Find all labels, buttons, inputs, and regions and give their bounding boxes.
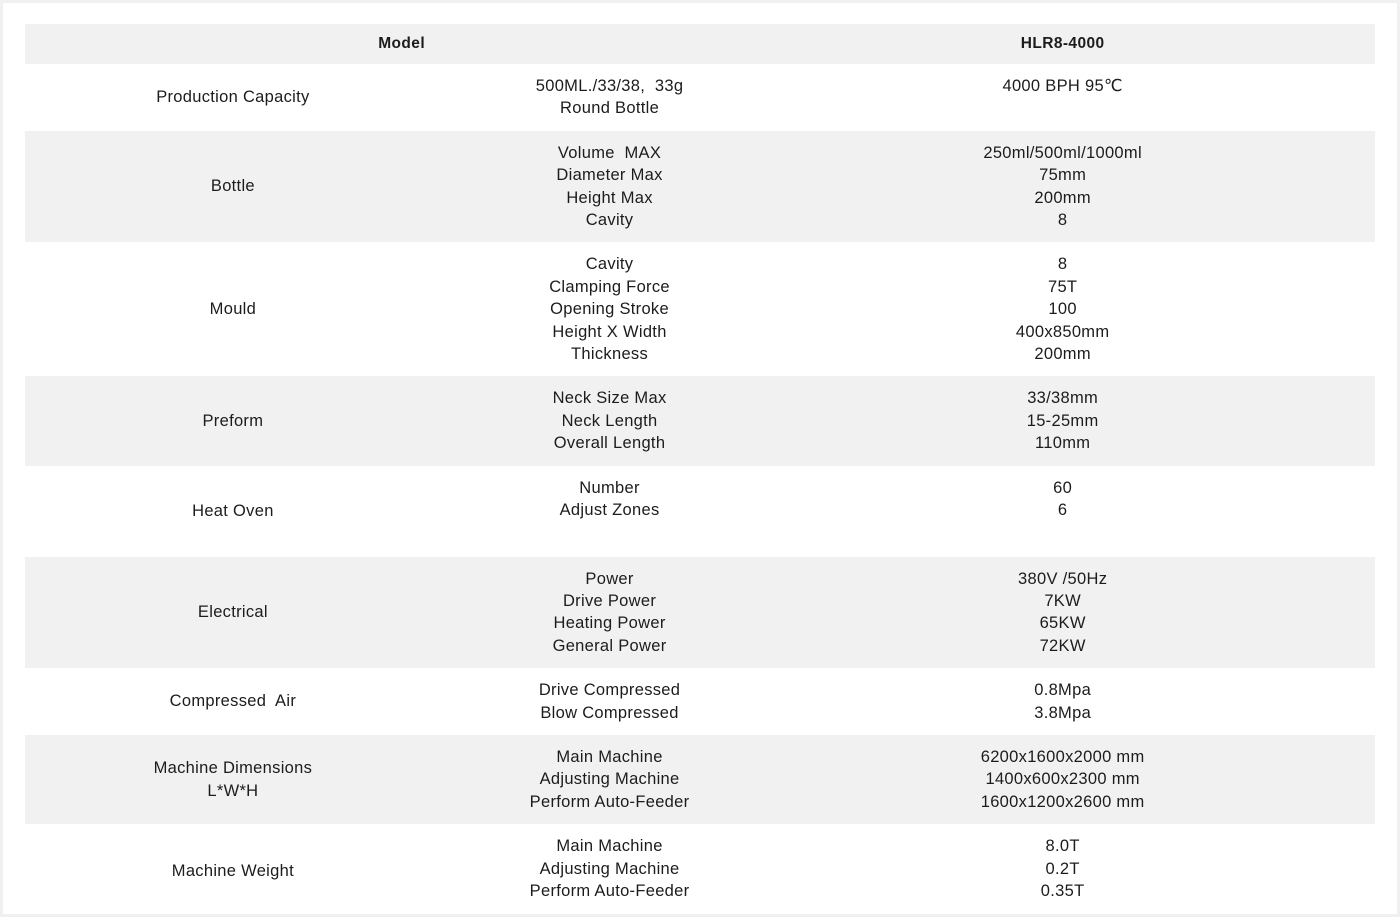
spec-value: 0.8Mpa <box>1034 681 1092 700</box>
parameter-cell <box>25 376 441 465</box>
parameter-label: Compressed Air <box>169 692 297 711</box>
spec-item-label: General Power <box>552 636 667 655</box>
table-row <box>25 376 1375 465</box>
spec-value: 33/38mm <box>1027 389 1099 408</box>
machine-spec-table <box>25 24 1375 917</box>
spec-items-cell <box>441 242 779 376</box>
spec-value: 7KW <box>1044 591 1081 610</box>
spec-value: 75mm <box>1039 166 1087 185</box>
spec-item-label: Neck Size Max <box>552 389 667 408</box>
spec-values-cell <box>778 131 1375 243</box>
spec-value: 100 <box>1048 300 1077 319</box>
spec-item-label: Neck Length <box>561 411 658 430</box>
spec-item-label: Height X Width <box>552 322 667 341</box>
spec-item-label: Blow Compressed <box>540 703 679 722</box>
spec-item-label: Main Machine <box>556 747 663 766</box>
spec-values-cell <box>778 735 1375 824</box>
table-row <box>25 131 1375 243</box>
spec-item-label: Height Max <box>566 188 653 207</box>
model-number-value: HLR8-4000 <box>1020 35 1105 52</box>
table-row <box>25 735 1375 824</box>
table-row <box>25 668 1375 735</box>
parameter-cell <box>25 131 441 243</box>
spec-item-label: Number <box>579 478 640 497</box>
spec-item-label: Adjust Zones <box>559 501 660 520</box>
spec-item-label: Diameter Max <box>556 166 663 185</box>
spec-value: 72KW <box>1039 636 1086 655</box>
spec-item-label: Cavity <box>585 211 634 230</box>
spec-value: 0.35T <box>1040 881 1085 900</box>
spec-values-cell <box>778 64 1375 131</box>
spec-value: 200mm <box>1034 345 1091 364</box>
spec-value: 1400x600x2300 mm <box>985 770 1140 789</box>
table-body <box>25 64 1375 917</box>
parameter-cell <box>25 668 441 735</box>
spec-value: 8.0T <box>1045 837 1080 856</box>
spec-value: 0.2T <box>1045 859 1080 878</box>
spec-value: 15-25mm <box>1026 411 1099 430</box>
spec-value: 6 <box>1057 501 1068 520</box>
spec-value: 8 <box>1057 211 1068 230</box>
spec-value: 4000 BPH 95℃ <box>1002 77 1123 95</box>
table-row <box>25 64 1375 131</box>
table-header-row <box>25 24 1375 64</box>
spec-value: 60 <box>1053 478 1073 497</box>
spec-value: 200mm <box>1034 188 1091 207</box>
spec-value: 3.8Mpa <box>1034 703 1092 722</box>
spec-value: 6200x1600x2000 mm <box>980 747 1145 766</box>
spec-value: 75T <box>1047 277 1078 296</box>
spec-item-label: Clamping Force <box>549 277 670 296</box>
parameter-label: Machine Weight <box>171 862 294 881</box>
spec-value: 1600x1200x2600 mm <box>980 792 1145 811</box>
spec-items-cell <box>441 824 779 917</box>
spec-values-cell <box>778 824 1375 917</box>
spec-items-cell <box>441 64 779 131</box>
spec-item-label: Adjusting Machine <box>539 859 680 878</box>
parameter-label: Bottle <box>210 177 255 196</box>
spec-item-label: 500ML./33/38, 33g <box>535 77 684 95</box>
spec-value: 250ml/500ml/1000ml <box>983 143 1142 162</box>
spec-item-label: Power <box>585 569 634 588</box>
spec-items-cell <box>441 466 779 557</box>
spec-value: 65KW <box>1039 614 1086 633</box>
parameter-label: Machine Dimensions <box>153 759 313 778</box>
model-header-label: Model <box>378 35 426 52</box>
table-row <box>25 824 1375 917</box>
parameter-label: Preform <box>202 411 264 430</box>
table-row <box>25 557 1375 669</box>
spec-item-label: Volume MAX <box>557 143 662 162</box>
spec-item-label: Perform Auto-Feeder <box>529 881 690 900</box>
spec-values-cell <box>778 376 1375 465</box>
spec-item-label: Round Bottle <box>560 99 660 118</box>
spec-value: 380V /50Hz <box>1018 569 1108 588</box>
spec-values-cell <box>778 557 1375 669</box>
spec-item-label: Drive Compressed <box>538 681 681 700</box>
parameter-label: Electrical <box>197 603 268 622</box>
parameter-cell <box>25 64 441 131</box>
spec-values-cell <box>778 668 1375 735</box>
table-row <box>25 242 1375 376</box>
spec-item-label: Thickness <box>571 345 649 364</box>
parameter-cell <box>25 242 441 376</box>
parameter-cell <box>25 735 441 824</box>
spec-values-cell <box>778 466 1375 557</box>
spec-values-cell <box>778 242 1375 376</box>
spec-value: 110mm <box>1034 434 1091 453</box>
parameter-cell <box>25 824 441 917</box>
parameter-cell <box>25 557 441 669</box>
spec-item-label: Adjusting Machine <box>539 770 680 789</box>
spec-item-label: Heating Power <box>553 614 666 633</box>
spec-value: 8 <box>1057 255 1068 274</box>
parameter-label: L*W*H <box>207 781 259 800</box>
spec-item-label: Main Machine <box>556 837 663 856</box>
spec-value: 400x850mm <box>1015 322 1110 341</box>
spec-item-label: Perform Auto-Feeder <box>529 792 690 811</box>
table-row <box>25 466 1375 557</box>
spec-items-cell <box>441 557 779 669</box>
spec-item-label: Drive Power <box>562 591 657 610</box>
parameter-label: Production Capacity <box>156 88 310 107</box>
spec-item-label: Overall Length <box>553 434 666 453</box>
spec-items-cell <box>441 131 779 243</box>
spec-item-label: Cavity <box>585 255 634 274</box>
spec-items-cell <box>441 668 779 735</box>
parameter-label: Mould <box>209 300 257 319</box>
parameter-cell <box>25 466 441 557</box>
spec-items-cell <box>441 376 779 465</box>
spec-items-cell <box>441 735 779 824</box>
spec-item-label: Opening Stroke <box>550 300 669 319</box>
parameter-label: Heat Oven <box>192 501 274 520</box>
